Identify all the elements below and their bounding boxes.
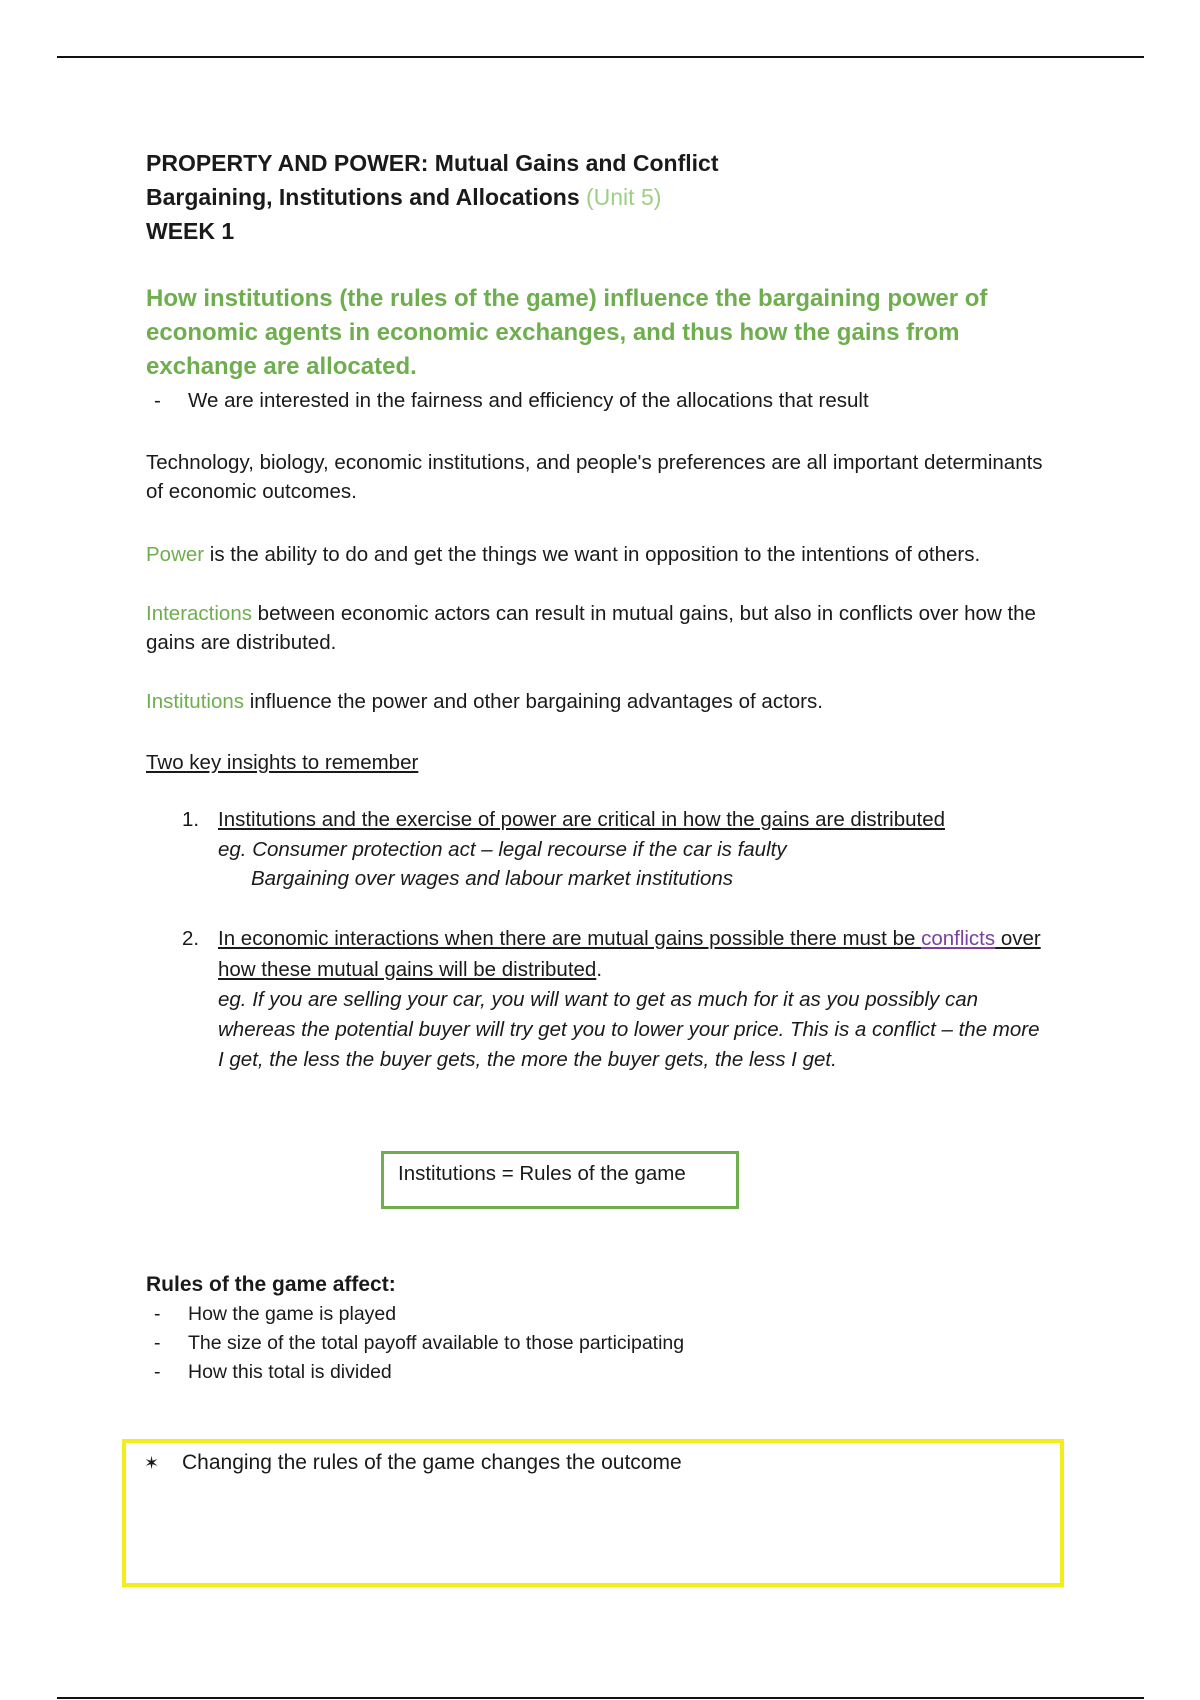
insight-number: 2. xyxy=(182,927,200,950)
insight-item-2 xyxy=(146,923,1046,1075)
list-item xyxy=(146,1300,1046,1329)
rules-affect-list xyxy=(146,1300,1046,1387)
institutions-definition: influence the power and other bargaining advantages of actors. xyxy=(244,690,823,713)
unit-label: (Unit 5) xyxy=(586,184,662,210)
power-paragraph xyxy=(146,540,1046,569)
insights-list xyxy=(146,804,1046,1075)
institutions-box-text: Institutions = Rules of the game xyxy=(398,1162,686,1185)
interactions-paragraph xyxy=(146,599,1046,657)
list-item xyxy=(146,1329,1046,1358)
institutions-term: Institutions xyxy=(146,690,244,713)
insight-1-title: Institutions and the exercise of power are critical in how the gains are distributed xyxy=(218,808,945,831)
rules-affect-item: How the game is played xyxy=(188,1303,397,1325)
insight-2-title-end: . xyxy=(596,958,603,981)
determinants-paragraph: Technology, biology, economic institutions, and people's preferences are all important determinants of economic outcomes. xyxy=(146,451,1043,503)
rules-affect-item: How this total is divided xyxy=(188,1361,392,1383)
title-line-2 xyxy=(146,180,1046,214)
insights-heading: Two key insights to remember xyxy=(146,751,419,774)
rules-affect-section xyxy=(146,1270,1046,1387)
rules-affect-item: The size of the total payoff available to those participating xyxy=(188,1332,685,1354)
list-item xyxy=(146,1358,1046,1387)
top-rule xyxy=(57,56,1144,58)
insight-2-title-part1: In economic interactions when there are mutual gains possible there must be xyxy=(218,927,922,950)
interactions-definition: between economic actors can result in mutual gains, but also in conflicts over how the gains are distributed. xyxy=(146,602,1036,654)
conflicts-link[interactable]: conflicts xyxy=(921,927,996,950)
insight-2-title-part2: over how these mutual gains will be distributed xyxy=(218,927,1041,981)
star-bullet-icon: ✶ xyxy=(144,1453,160,1473)
dash-bullet-icon: - xyxy=(154,1332,161,1354)
rules-affect-heading: Rules of the game affect: xyxy=(146,1273,396,1296)
lead-statement: How institutions (the rules of the game) influence the bargaining power of economic agents in economic exchanges, and thus how the gains from exchange are allocated. xyxy=(146,285,988,380)
week-label: WEEK 1 xyxy=(146,218,235,244)
lead-bullet-list xyxy=(146,386,1046,416)
institutions-paragraph xyxy=(146,687,1046,716)
insight-1-example-cont: Bargaining over wages and labour market institutions xyxy=(251,867,734,890)
insight-number: 1. xyxy=(182,808,200,831)
institutions-definition-box xyxy=(381,1151,739,1209)
insight-1-example: eg. Consumer protection act – legal recourse if the car is faulty xyxy=(218,838,787,861)
document-title xyxy=(146,146,1046,248)
lead-bullet-text: We are interested in the fairness and efficiency of the allocations that result xyxy=(188,389,869,412)
document-body xyxy=(146,146,1046,1075)
dash-bullet-icon: - xyxy=(154,389,161,412)
insight-2-title xyxy=(218,923,1046,985)
bottom-rule xyxy=(57,1697,1144,1699)
power-definition: is the ability to do and get the things we want in opposition to the intentions of others. xyxy=(204,543,981,566)
dash-bullet-icon: - xyxy=(154,1361,161,1383)
title-line-2-main: Bargaining, Institutions and Allocations xyxy=(146,184,580,210)
insight-2-example: eg. If you are selling your car, you will want to get as much for it as you possibly can whereas the potential buyer will try get you to lower your price. This is a conflict – the more I get, the less the buyer gets, the more the buyer gets, the less I get. xyxy=(218,988,1040,1071)
callout-text: Changing the rules of the game changes the outcome xyxy=(182,1451,682,1474)
title-line-1: PROPERTY AND POWER: Mutual Gains and Conflict xyxy=(146,150,719,176)
insight-item-1 xyxy=(146,804,1046,893)
interactions-term: Interactions xyxy=(146,602,252,625)
power-term: Power xyxy=(146,543,205,566)
dash-bullet-icon: - xyxy=(154,1303,161,1325)
key-point-callout xyxy=(122,1439,1064,1587)
list-item xyxy=(146,386,1046,416)
